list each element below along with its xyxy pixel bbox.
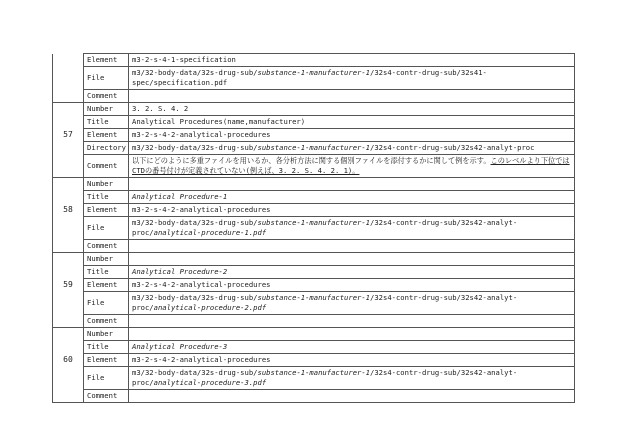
field-label: Element: [84, 54, 129, 67]
path-segment-italic: substance-1-manufacturer-1: [257, 368, 371, 377]
row-number-cell: [53, 315, 84, 328]
path-segment-italic: substance-1-manufacturer-1: [257, 218, 371, 227]
field-label: Title: [84, 191, 129, 204]
field-label: Number: [84, 328, 129, 341]
field-label: Element: [84, 204, 129, 217]
path-segment: /32s4-contr-drug-sub/32s42-analyt-proc/: [132, 218, 518, 237]
group-number: 60: [53, 354, 84, 367]
field-label: File: [84, 67, 129, 90]
field-value: Analytical Procedure-1: [129, 191, 575, 204]
field-value: m3-2-s-4-2-analytical-procedures: [129, 279, 575, 292]
path-segment-italic: analytical-procedure-2.pdf: [153, 303, 267, 312]
field-label: Title: [84, 266, 129, 279]
field-label: Comment: [84, 90, 129, 103]
table-row: [53, 315, 575, 328]
path-segment: m3/32-body-data/32s-drug-sub/: [132, 293, 258, 302]
row-number-cell: [53, 217, 84, 240]
group-number: 58: [53, 204, 84, 217]
field-label: Directory: [84, 142, 129, 155]
path-segment: m3/32-body-data/32s-drug-sub/: [132, 218, 258, 227]
field-value: Analytical Procedures(name,manufacturer): [129, 116, 575, 129]
table-row: [53, 217, 575, 240]
field-value: [129, 328, 575, 341]
table-row: [53, 178, 575, 191]
field-value: m3-2-s-4-2-analytical-procedures: [129, 204, 575, 217]
path-segment-italic: substance-1-manufacturer-1: [257, 293, 371, 302]
file-path: [129, 292, 575, 315]
path-segment: m3/32-body-data/32s-drug-sub/: [132, 368, 258, 377]
row-number-cell: [53, 116, 84, 129]
path-segment: /32s4-contr-drug-sub/32s42-analyt-proc/: [132, 368, 518, 387]
row-number-cell: [53, 191, 84, 204]
field-value: m3-2-s-4-2-analytical-procedures: [129, 129, 575, 142]
specification-table: [52, 53, 575, 403]
table-row: [53, 103, 575, 116]
field-label: Element: [84, 354, 129, 367]
row-number-cell: [53, 390, 84, 403]
field-value: m3-2-s-4-2-analytical-procedures: [129, 354, 575, 367]
table-row: [53, 292, 575, 315]
field-label: Number: [84, 178, 129, 191]
field-value: [129, 240, 575, 253]
field-value: 3. 2. S. 4. 2: [129, 103, 575, 116]
field-label: Element: [84, 129, 129, 142]
field-value: [129, 90, 575, 103]
comment-part-underlined: このレベルより下位ではCTDの番号付けが定義されていない(例えば、3. 2. S. 4. 2. 1)。: [132, 156, 570, 175]
file-path: [129, 367, 575, 390]
table-row: [53, 90, 575, 103]
field-label: Number: [84, 103, 129, 116]
row-number-cell: [53, 142, 84, 155]
table-row: [53, 116, 575, 129]
field-label: File: [84, 367, 129, 390]
field-label: Element: [84, 279, 129, 292]
file-path: [129, 217, 575, 240]
path-segment-italic: substance-1-manufacturer-1: [257, 68, 371, 77]
row-number-cell: [53, 178, 84, 191]
table-row: [53, 279, 575, 292]
table-row: [53, 341, 575, 354]
table-row: [53, 390, 575, 403]
field-value: Analytical Procedure-3: [129, 341, 575, 354]
table-row: [53, 253, 575, 266]
file-path: [129, 67, 575, 90]
table-row: [53, 129, 575, 142]
field-label: Comment: [84, 155, 129, 178]
row-number-cell: [53, 54, 84, 67]
table-row: [53, 240, 575, 253]
row-number-cell: [53, 341, 84, 354]
field-value: m3-2-s-4-1-specification: [129, 54, 575, 67]
comment-part: 以下にどのように多重ファイルを用いるか、各分析方法に関する個別ファイルを添付するかに関して例を示す。: [132, 156, 491, 165]
row-number-cell: [53, 367, 84, 390]
row-number-cell: [53, 266, 84, 279]
field-label: Title: [84, 116, 129, 129]
field-label: Title: [84, 341, 129, 354]
field-value: Analytical Procedure-2: [129, 266, 575, 279]
table-row: [53, 204, 575, 217]
comment-text: [129, 155, 575, 178]
field-label: Number: [84, 253, 129, 266]
row-number-cell: [53, 328, 84, 341]
table-row: [53, 354, 575, 367]
table-row: [53, 142, 575, 155]
directory-path: [129, 142, 575, 155]
field-value: [129, 178, 575, 191]
group-number: 57: [53, 129, 84, 142]
table-row: [53, 155, 575, 178]
row-number-cell: [53, 155, 84, 178]
field-label: File: [84, 292, 129, 315]
path-segment: m3/32-body-data/32s-drug-sub/: [132, 143, 258, 152]
path-segment: m3/32-body-data/32s-drug-sub/: [132, 68, 258, 77]
path-segment: /32s4-contr-drug-sub/32s42-analyt-proc: [370, 143, 535, 152]
row-number-cell: [53, 103, 84, 116]
group-number: 59: [53, 279, 84, 292]
table-row: [53, 266, 575, 279]
field-value: [129, 315, 575, 328]
field-value: [129, 253, 575, 266]
table-row: [53, 367, 575, 390]
field-label: Comment: [84, 390, 129, 403]
table-row: [53, 191, 575, 204]
table-row: [53, 54, 575, 67]
row-number-cell: [53, 67, 84, 90]
row-number-cell: [53, 240, 84, 253]
path-segment-italic: substance-1-manufacturer-1: [257, 143, 371, 152]
field-label: Comment: [84, 315, 129, 328]
path-segment: /32s4-contr-drug-sub/32s42-analyt-proc/: [132, 293, 518, 312]
field-label: Comment: [84, 240, 129, 253]
row-number-cell: [53, 292, 84, 315]
path-segment: /32s4-contr-drug-sub/32s41-spec/specification.pdf: [132, 68, 487, 87]
table-row: [53, 67, 575, 90]
table-row: [53, 328, 575, 341]
row-number-cell: [53, 90, 84, 103]
field-label: File: [84, 217, 129, 240]
row-number-cell: [53, 253, 84, 266]
field-value: [129, 390, 575, 403]
path-segment-italic: analytical-procedure-1.pdf: [153, 228, 267, 237]
path-segment-italic: analytical-procedure-3.pdf: [153, 378, 267, 387]
